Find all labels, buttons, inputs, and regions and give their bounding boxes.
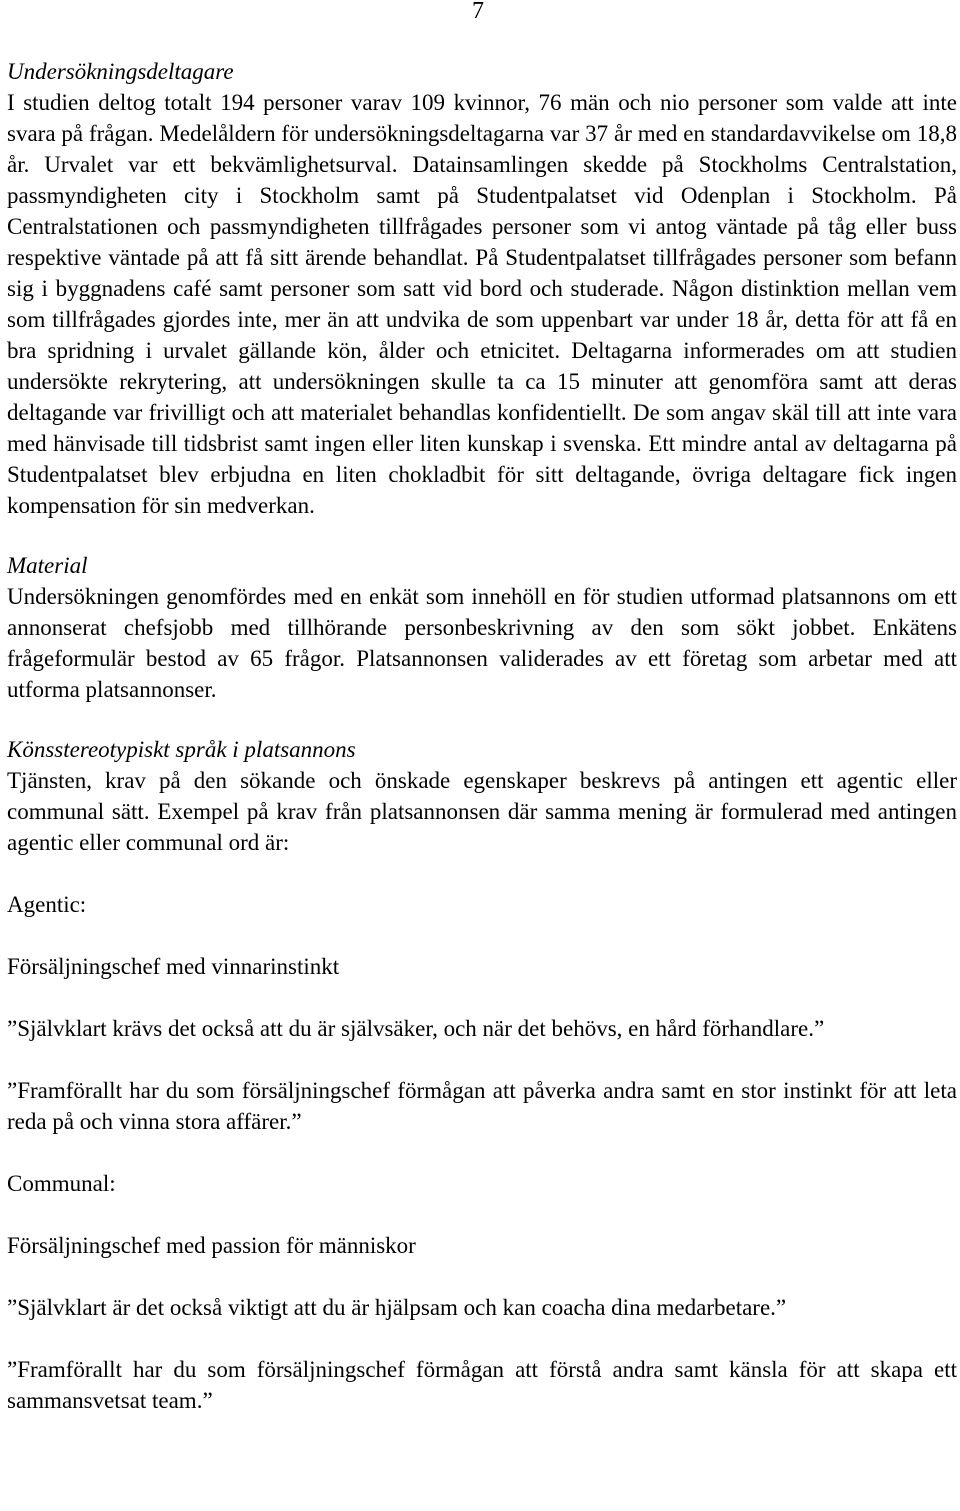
- participants-heading: Undersökningsdeltagare: [7, 59, 234, 84]
- spacer: [7, 1137, 957, 1168]
- spacer: [7, 705, 957, 734]
- agentic-quote-1: ”Självklart krävs det också att du är självsäker, och när det behövs, en hård förhandlare.”: [7, 1016, 825, 1041]
- material-heading: Material: [7, 553, 88, 578]
- page-content: [7, 56, 957, 1416]
- communal-label: Communal:: [7, 1171, 116, 1196]
- agentic-title: Försäljningschef med vinnarinstinkt: [7, 954, 340, 979]
- communal-quote-2: ”Framförallt har du som försäljningschef förmågan att förstå andra samt känsla för att skapa ett sammansvetsat team.”: [7, 1357, 957, 1413]
- spacer: [7, 982, 957, 1013]
- spacer: [7, 1323, 957, 1354]
- agentic-quote-2: ”Framförallt har du som försäljningschef förmågan att påverka andra samt en stor instinkt för att leta reda på och vinna stora affärer.”: [7, 1078, 957, 1134]
- participants-paragraph: I studien deltog totalt 194 personer varav 109 kvinnor, 76 män och nio personer som valde att inte svara på frågan. Medelåldern för undersökningsdeltagarna var 37 år med en standardavvikelse om 18,8 år. Urvalet var ett bekvämlighetsurval. Datainsamlingen skedde på Stockholms Centralstation, passmyndigheten city i Stockholm samt på Studentpalatset vid Odenplan i Stockholm. På Centralstationen och passmyndigheten tillfrågades personer som vi antog väntade på tåg eller buss respektive väntade på att få sitt ärende behandlat. På Studentpalatset tillfrågades personer som befann sig i byggnadens café samt personer som satt vid bord och studerade. Någon distinktion mellan vem som tillfrågades gjordes inte, mer än att undvika de som uppenbart var under 18 år, detta för att få en bra spridning i urvalet gällande kön, ålder och etnicitet. Deltagarna informerades om att studien undersökte rekrytering, att undersökningen skulle ta ca 15 minuter att genomföra samt att deras deltagande var frivilligt och att materialet behandlas konfidentiellt. De som angav skäl till att inte vara med hänvisade till tidsbrist samt ingen eller liten kunskap i svenska. Ett mindre antal av deltagarna på Studentpalatset blev erbjudna en liten chokladbit för sitt deltagande, övriga deltagare fick ingen kompensation för sin medverkan.: [7, 90, 957, 518]
- spacer: [7, 920, 957, 951]
- communal-quote-1: ”Självklart är det också viktigt att du är hjälpsam och kan coacha dina medarbetare.”: [7, 1295, 787, 1320]
- spacer: [7, 858, 957, 889]
- page-number: 7: [472, 0, 484, 24]
- communal-title: Försäljningschef med passion för människor: [7, 1233, 416, 1258]
- stereotype-paragraph: Tjänsten, krav på den sökande och önskade egenskaper beskrevs på antingen ett agentic eller communal sätt. Exempel på krav från platsannonsen där samma mening är formulerad med antingen agentic eller communal ord är:: [7, 768, 957, 855]
- spacer: [7, 521, 957, 550]
- material-paragraph: Undersökningen genomfördes med en enkät som innehöll en för studien utformad platsannons om ett annonserat chefsjobb med tillhörande personbeskrivning av den som sökt jobbet. Enkätens frågeformulär bestod av 65 frågor. Platsannonsen validerades av ett företag som arbetar med att utforma platsannonser.: [7, 584, 957, 702]
- spacer: [7, 1261, 957, 1292]
- agentic-label: Agentic:: [7, 892, 87, 917]
- spacer: [7, 1199, 957, 1230]
- stereotype-heading: Könsstereotypiskt språk i platsannons: [7, 737, 356, 762]
- spacer: [7, 1044, 957, 1075]
